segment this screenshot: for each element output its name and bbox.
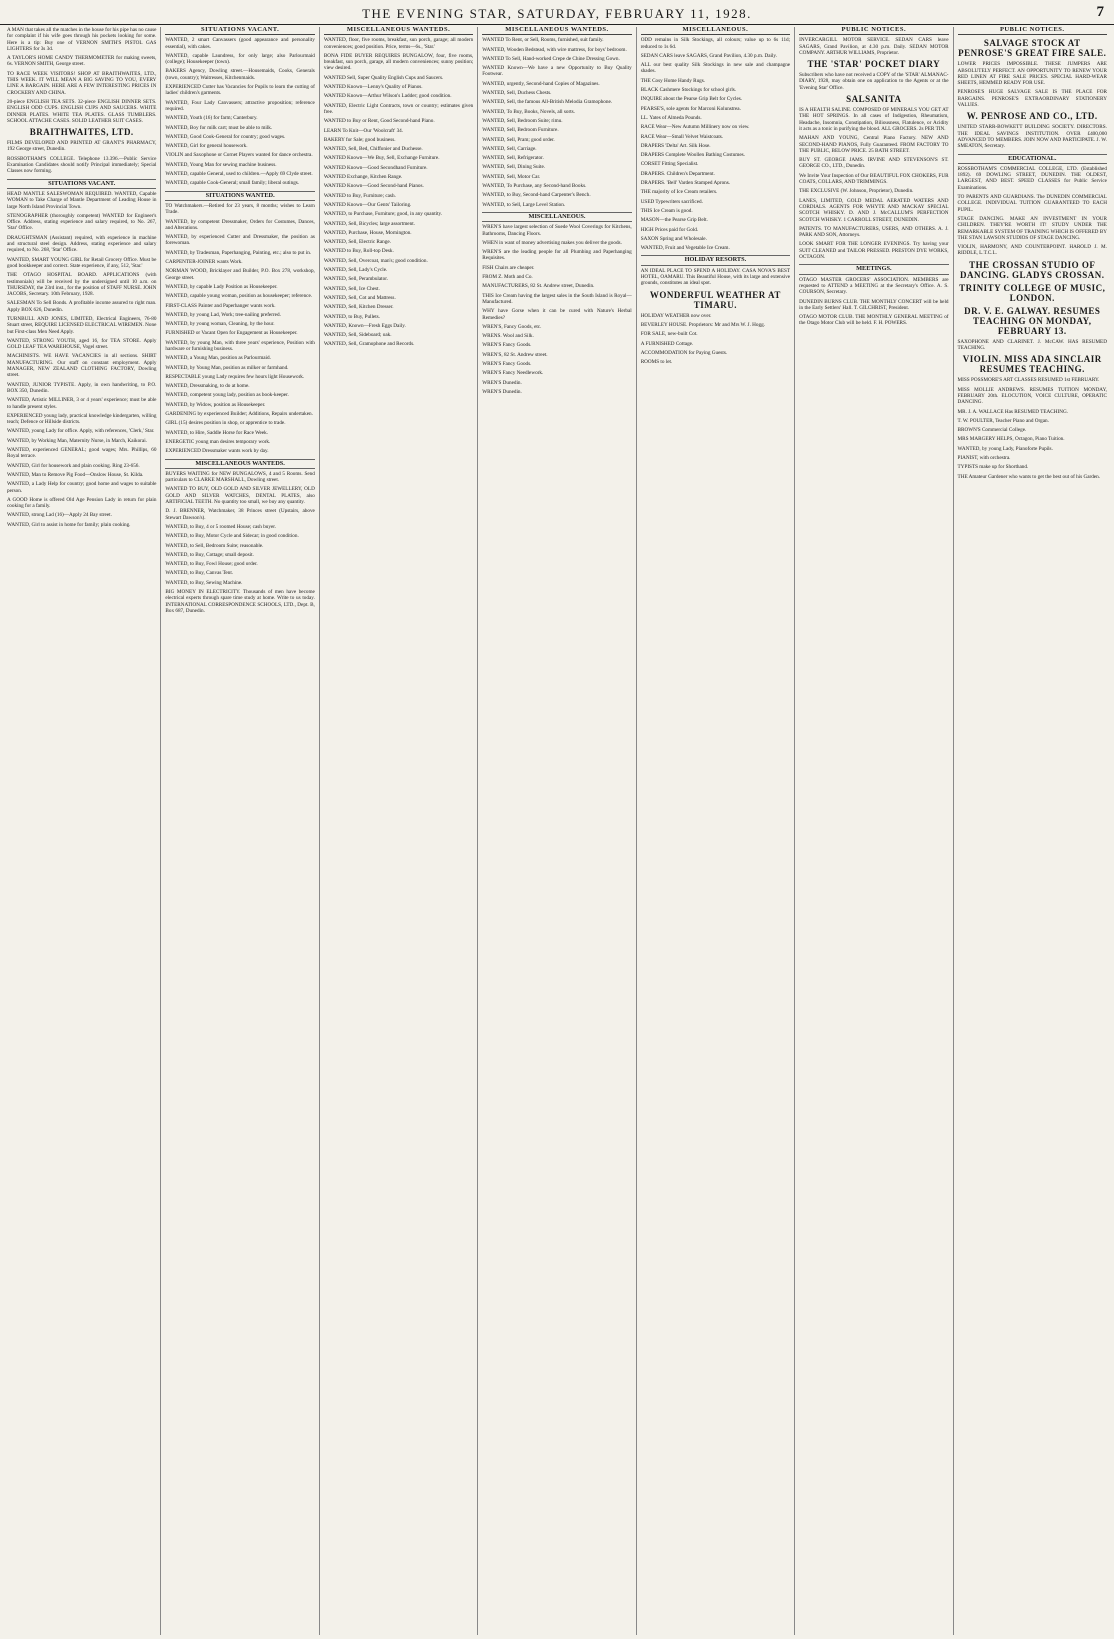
classified-ad: WREN'S have largest selection of Suede Wool Coverings for Kitchens, Bathrooms, Dancing Floors. (482, 224, 632, 237)
classified-ad: WANTED TO BUY, OLD GOLD AND SILVER JEWELLERY, OLD GOLD AND SILVER WATCHES, DENTAL PLATES, also ARTIFICIAL TEETH. No quantity too small, we buy any quantity. (165, 486, 315, 506)
classified-ad: TYPISTS make up for Shorthand. (957, 464, 1029, 471)
classified-ad: FURNISHED or Vacant Open for Engagement as Housekeeper. (165, 330, 298, 337)
classified-ad: WANTED, Sell, Pram; good order. (482, 136, 555, 143)
classified-ad: UNITED STARR-BOWKETT BUILDING SOCIETY. DIRECTORS. THE IDEAL SAVINGS INSTITUTION. OVER £400,000 ADVANCED TO MEMBERS. JOIN NOW AND PARTICIPATE. J. W. SMEATON, Secretary. (957, 124, 1107, 150)
classified-ad: WANTED, by young Lad, Work; tree-nailing preferred. (165, 311, 281, 318)
classified-ad: WANTED, Girl for general housework. (165, 143, 248, 150)
columns (3, 27, 1111, 1635)
classified-ad: WANTED, by competent Dressmaker, Orders for Costumes, Dances, and Alterations. (165, 218, 315, 231)
classified-ad: WANTED, to Buy, Cottage; small deposit. (165, 551, 254, 558)
classified-ad: LANES, LIMITED, GOLD MEDAL AERATED WATERS AND CORDIALS. AGENTS FOR WHYTE AND MACKAY SPECIAL SCOTCH WHISKY. D. AND J. McCALLUM'S PERFECTION SCOTCH WHISKY. 1 CARROLL STREET, DUNEDIN. (799, 197, 949, 223)
classified-ad: WANTED, a Lady Help for country; good home and wages to suitable person. (7, 481, 157, 494)
classified-ad: DRAPERS 'Delta' Art. Silk Hose. (640, 142, 711, 149)
classified-ad: WANTED to Buy, Roll-top Desk. (323, 248, 394, 255)
classified-ad: DRAPERS. Children's Department. (640, 170, 715, 177)
classified-ad: WANTED Known—Good Secondhand Furniture. (323, 164, 428, 171)
classified-ad: A TAYLOR'S HOME CANDY THERMOMETER for making sweets, 6s. VERNON SMITH, George street. (7, 55, 157, 68)
classified-ad: WANTED, Four Lady Canvassers; attractive proposition; reference required. (165, 99, 315, 112)
classified-ad: OTAGO MASTER GROCERS' ASSOCIATION. MEMBERS are requested to ATTEND a MEETING at the Secretary's Office. A. S. COURSON, Secretary. (799, 276, 949, 296)
classified-ad: WANTED, Sell, Gramophone and Records. (323, 341, 415, 348)
classified-ad: WANTED, Sell, the famous All-British Melodia Gramophone. (482, 99, 613, 106)
classified-ad: A FURNISHED Cottage. (640, 340, 694, 347)
classified-ad: LOWER PRICES IMPOSSIBLE. THESE JUMPERS ARE ABSOLUTELY PERFECT. AN OPPORTUNITY TO RENEW YOUR RED LINEN AT FIRE SALE PRICES. SPECIAL HARD-WEAR SHEETS, HEMMED READY FOR USE. (957, 61, 1107, 87)
classified-ad: WANTED, Sell, Carriage. (482, 145, 537, 152)
classified-ad: WANTED, to Buy, Motor Cycle and Sidecar; in good condition. (165, 533, 299, 540)
classified-ad: WREN'S, 82 St. Andrew street. (482, 351, 548, 358)
classified-ad: MRS MARGERY HELPS, Octagon, Piano Tuition. (957, 436, 1065, 443)
classified-ad: MISS POSSMORE'S ART CLASSES RESUMED 1st FEBRUARY. (957, 377, 1100, 384)
classified-ad: WREN'S Dunedin. (482, 388, 522, 395)
classified-ad: ROOMS to let. (640, 359, 673, 366)
classified-ad: We Invite Your Inspection of Our BEAUTIFUL FOX CHOKERS, FUR COATS, COLLARS, AND TRIMMINGS. (799, 172, 949, 186)
classified-ad: HEAD MANTLE SALESWOMAN REQUIRED. WANTED, Capable WOMAN to Take Charge of Mantle Department of Leading House in large North Island Provincial Town. (7, 190, 157, 210)
classified-ad: ALL our best quality Silk Stockings in new sale and champagne shades. (640, 62, 791, 75)
classified-ad: EXPERIENCED Cutter has Vacancies for Pupils to learn the cutting of ladies' children's garments. (165, 84, 315, 97)
page-number: 7 (1096, 4, 1104, 20)
classified-ad: OTAGO MOTOR CLUB. THE MONTHLY GENERAL MEETING of the Otago Motor Club will be held. F. H. POWERS. (799, 314, 949, 327)
classified-ad: T. W. POULTER, Teacher Piano and Organ. (957, 417, 1049, 424)
classified-ad: Subscribers who have not received a COPY of the 'STAR' ALMANAC-DIARY, 1928, may obtain one on application to the Agents or at the 'Evening Star' Office. (799, 72, 949, 91)
classified-ad: WANTED, to Purchase, Furniture; good, in any quantity. (323, 211, 443, 218)
classified-ad: WANTED, Sell, Motor Car. (482, 173, 541, 180)
classified-ad: TURNBULL AND JONES, LIMITED, Electrical Engineers, 76-80 Stuart street, REQUIRE LICENSED ELECTRICAL WIREMEN. None but First-class Men Need Apply. (7, 315, 157, 335)
classified-ad: BROWN'S Commercial College. (957, 427, 1027, 434)
classified-ad: D. J. BRENNER, Watchmaker, 38 Princes street (Upstairs, above Stewart Dawson's). (165, 508, 315, 521)
classified-ad: WANTED, young Lady for office. Apply, with references, 'Clerk,' Star. (7, 428, 155, 435)
classified-ad: VIOLIN and Saxophone or Cornet Players wanted for dance orchestra. (165, 152, 313, 159)
classified-ad: FISH Chairs are cheaper. (482, 264, 535, 271)
classified-ad: WANTED Known—Arthur Wilson's Ladder; good condition. (323, 93, 452, 100)
classified-ad: WANTED, Sell, Bedroom Suite; rimu. (482, 117, 563, 124)
classified-ad: CARPENTER-JOINER wants Work. (165, 259, 243, 266)
classified-ad: MANUFACTURERS, 82 St. Andrew street, Dunedin. (482, 283, 595, 290)
column-4 (478, 27, 636, 1635)
classified-ad: THE Cosy Home Handy Rugs. (640, 77, 706, 84)
classified-ad: CORSET Fitting Specialist. (640, 161, 699, 168)
classified-ad: WANTED, STRONG YOUTH, aged 16, for TEA STORE. Apply GOLD LEAF TEA WAREHOUSE, Vogel street. (7, 337, 157, 351)
classified-ad: WANTED, Sell, Lady's Cycle. (323, 267, 388, 274)
classified-ad: WANTED, JUNIOR TYPISTE. Apply, in own handwriting, to P.O. BOX 350, Dunedin. (7, 381, 157, 394)
classified-ad: LOOK SMART FOR THE LONGER EVENINGS. Try having your SUIT CLEANED and TAILOR PRESSED. PRESTON DYE WORKS, OCTAGON. (799, 241, 949, 261)
classified-ad: WREN'S Fancy Needlework. (482, 370, 544, 377)
classified-ad: WANTED, to Buy, Sewing Machine. (165, 579, 243, 586)
classified-ad: THIS Ice Cream having the largest sales in the South Island is Royal—Manufactured. (482, 292, 632, 305)
classified-ad: WANTED, Sell, Refrigerator. (482, 155, 544, 162)
classified-ad: WANTED Known—We have a new Opportunity to Buy Quality Footwear. (482, 65, 632, 78)
classified-ad: WREN'S Dunedin. (482, 379, 522, 386)
classified-ad: WANTED, by young Man, with three years' experience, Position with hardware or furnishing business. (165, 339, 315, 352)
classified-ad: STAGE DANCING. MAKE AN INVESTMENT IN YOUR CHILDREN. THEY'RE WORTH IT! STUDY UNDER THE REMARKABLE SYSTEM OF TRAINING WHICH IS OFFERED BY THE STAN LAWSON STUDIOS OF STAGE DANCING. (957, 215, 1107, 241)
classified-ad: WREN'S, Fancy Goods, etc. (482, 323, 542, 330)
classified-ad: WANTED, Purchase, House, Mornington. (323, 229, 412, 236)
classified-ad: WANTED, by Young Man, position as milker or farmhand. (165, 364, 289, 371)
classified-ad: WANTED, SMART YOUNG GIRL for Retail Grocery Office. Must be good bookkeeper and correct. State experience, if any, 512, 'Star.' (7, 256, 157, 269)
classified-ad: SAXOPHONE AND CLARINET. J. McCAW. HAS RESUMED TEACHING. (957, 338, 1107, 352)
section-heading: MISCELLANEOUS WANTEDS. (165, 459, 314, 469)
classified-ad: IS A HEALTH SALINE. COMPOSED OF MINERALS YOU GET AT THE HOT SPRINGS. In all cases of Indigestion, Rheumatism, Headache, Insomnia, Constipation, Biliousness, Flatulence, or Acidity it acts as a tonic in purifying the blood. ALL GROCERS. 2s PER TIN. (799, 107, 949, 132)
classified-ad: EXPERIENCED young lady, practical knowledge kindergarten, willing teach; Defence or Hillside districts. (7, 412, 157, 426)
classified-ad: ACCOMMODATION for Paying Guests. (640, 349, 728, 356)
classified-ad: LEARN To Knit—Our 'Woolcraft' 34. (323, 127, 404, 134)
classified-ad: DRAPERS Complete Woollen Bathing Costumes. (640, 152, 745, 159)
advert-headline: BRAITHWAITES, LTD. (29, 127, 134, 138)
classified-ad: WREN'S Fancy Goods. (482, 342, 532, 349)
classified-ad: THE OTAGO HOSPITAL BOARD. APPLICATIONS (with testimonials) will be received by the undersigned until 10 a.m. on THURSDAY, the 23rd inst., for the position of STAFF NURSE. JOHN JACOBS, Secretary. 10th February, 1928. (7, 272, 157, 298)
classified-ad: LL. Yates of Almeda Pounds. (640, 114, 702, 121)
classified-ad: 20-piece ENGLISH TEA SETS. 32-piece ENGLISH DINNER SETS. ENGLISH ODD CUPS. ENGLISH CUPS AND SAUCERS. WHITE DINNER PLATES. WHITE TEA PLATES. GLASS TUMBLERS. SCHOOL ATTACHE CASES. SOLID LEATHER SUIT CASES. (7, 98, 157, 124)
classified-ad: ENERGETIC young man desires temporary work. (165, 438, 271, 445)
classified-ad: WANTED, Girl to assist in home for family; plain cooking. (7, 521, 131, 528)
advert-headline: THE CROSSAN STUDIO OF DANCING. GLADYS CROSSAN. (959, 259, 1105, 280)
classified-ad: MAHAN AND YOUNG, Central Piano Factory. NEW AND SECOND-HAND PIANOS, Fully Guaranteed. FROM FACTORY TO THE PUBLIC, BELOW PRICE. 25 BATH STREET. (799, 135, 949, 154)
classified-ad: WANTED, Sell, Overcoat, man's; good condition. (323, 257, 428, 264)
classified-ad: WANTED, by experienced Cutter and Dressmaker, the position as forewoman. (165, 234, 315, 247)
classified-ad: EXPERIENCED Dressmaker wants work by day. (165, 448, 269, 455)
classified-ad: A GOOD Home is offered Old Age Pension Lady in return for plain cooking for a family. (7, 496, 157, 510)
classified-ad: WANTED, 2 smart Canvassers (good appearance and personality essential), with cakes. (165, 37, 315, 50)
classified-ad: PIANIST, with orchestra. (957, 454, 1011, 461)
classified-ad: WANTED, To Buy, Books, Novels, all sorts. (482, 108, 575, 115)
classified-ad: WANTED, Young Man for sewing machine business. (165, 161, 277, 168)
section-heading: MEETINGS. (799, 264, 948, 274)
classified-ad: MASON—the Pearse Grip Belt. (640, 217, 708, 224)
column-6 (795, 27, 953, 1635)
classified-ad: GIRL (15) desires position in shop, or apprentice to trade. (165, 420, 286, 427)
classified-ad: WANTED, Sell, Perambulator. (323, 276, 388, 283)
column-2 (161, 27, 319, 1635)
classified-ad: WANTED, Sell, Bed, Chiffonier and Duchesse. (323, 146, 423, 153)
classified-ad: BIG MONEY IN ELECTRICITY. Thousands of men have become electrical experts through spare time study at home. Write to us today. INTERNATIONAL CORRESPONDENCE SCHOOLS, LTD., Dept. B, Box 687, Dunedin. (165, 589, 315, 614)
classified-ad: WANTED, by Working Man, Maternity Nurse, in March, Kaikorai. (7, 437, 147, 444)
classified-ad: WANTED, Girl for housework and plain cooking. Ring 23-656. (7, 462, 140, 469)
classified-ad: WANTED, to Buy, Second-hand Carpenter's Bench. (482, 192, 591, 199)
classified-ad: WANTED Sell, Super Quality English Cups and Saucers. (323, 74, 444, 81)
section-heading: MISCELLANEOUS. (482, 212, 631, 222)
column-heading: MISCELLANEOUS WANTEDS. (324, 27, 473, 35)
classified-ad: BUY ST. GEORGE JAMS. IRVINE AND STEVENSON'S ST. GEORGE CO., LTD., Dunedin. (799, 157, 949, 170)
classified-ad: WANTED, Sell, Kitchen Dresser. (323, 304, 394, 311)
classified-ad: HIGH Prices paid for Gold. (640, 226, 699, 233)
classified-ad: WANTED, Sell, Duchess Chests. (482, 90, 552, 97)
classified-ad: BAKERY for Sale; good business. (323, 136, 396, 143)
classified-ad: WANTED, Artistic MILLINER, 3 or 4 years' experience; must be able to handle present styles. (7, 397, 157, 410)
classified-ad: WANTED, to Sell, Large Level Station. (482, 201, 566, 208)
classified-ad: WANTED, Fruit and Vegetable Ice Cream. (640, 245, 730, 252)
column-heading: MISCELLANEOUS. (641, 27, 790, 35)
classified-ad: WANTED, Dressmaking, to do at home. (165, 383, 250, 390)
classified-ad: WANTED, by Widow, position as Housekeeper. (165, 401, 266, 408)
classified-ad: WREN'S are the leading people for all Plumbing and Paperhanging Requisites. (482, 249, 632, 262)
classified-ad: WHEN in want of money advertising makes you deliver the goods. (482, 239, 622, 246)
classified-ad: DRAUGHTSMAN (Assistant) required, with experience in machine and structural steel design. Address, stating experience and salary required, to No. 268, 'Star' Office. (7, 234, 157, 254)
classified-ad: WANTED, to Hire, Saddle Horse for Race Week. (165, 429, 269, 436)
classified-ad: WANTED, Boy for milk cart; must be able to milk. (165, 124, 273, 131)
section-heading: HOLIDAY RESORTS. (641, 255, 790, 265)
classified-ad: ROSSBOTHAM'S COMMERCIAL COLLEGE, LTD. (Established 1892). 69 DOWLING STREET, DUNEDIN. THE OLDEST, LARGEST, AND BEST. SPEED CLASSES for Public Service Examinations. (957, 165, 1107, 191)
advert-headline: TRINITY COLLEGE OF MUSIC, LONDON. (959, 282, 1106, 303)
classified-ad: BONA FIDE BUYER REQUIRES BUNGALOW, four, five rooms, breakfast, sun porch, garage, all modern conveniences; sunny position; view desired. (323, 52, 474, 72)
classified-ad: WANTED, Electric Light Contracts, town or country; estimates given free. (323, 102, 474, 115)
column-heading: MISCELLANEOUS WANTEDS. (482, 27, 631, 35)
classified-ad: FROM Z. Moth and Co. (482, 274, 533, 281)
classified-ad: VIOLIN, HARMONY, AND COUNTERPOINT. HAROLD J. M. RIDDLE, L.T.C.L. (957, 244, 1107, 257)
column-1 (3, 27, 161, 1635)
classified-ad: THIS Ice Cream is good. (640, 207, 693, 214)
classified-ad: WANTED, competent young lady, position as book-keeper. (165, 392, 289, 399)
classified-ad: WANTED, strong Lad (16)—Apply 24 Bay street. (7, 512, 112, 519)
classified-ad: FOR SALE, new-built Cot. (640, 331, 698, 338)
classified-ad: WANTED, to Buy, Pullets. (323, 313, 380, 320)
advert-headline: SALVAGE STOCK AT PENROSE'S GREAT FIRE SALE. (958, 38, 1107, 59)
classified-ad: WANTED, Sell, Ice Chest. (323, 285, 380, 292)
classified-ad: WANTED, urgently, Second-hand Copies of Magazines. (482, 80, 600, 87)
advert-headline: VIOLIN. MISS ADA SINCLAIR RESUMES TEACHING. (962, 354, 1102, 375)
classified-ad: MACHINISTS. WE HAVE VACANCIES in all sections. SHIRT MANUFACTURING. Our staff on constant employment. Apply MANAGER, NEW ZEALAND CLOTHING FACTORY, Dowling street. (7, 353, 157, 379)
classified-ad: GARDENING by experienced Builder; Additions, Repairs undertaken. (165, 411, 313, 418)
advert-headline: THE 'STAR' POCKET DIARY (807, 59, 941, 70)
classified-ad: MISS MOLLIE ANDREWS. RESUMES TUITION MONDAY, FEBRUARY 20th. ELOCUTION, VOICE CULTURE, OPERATIC DANCING. (957, 386, 1107, 406)
classified-ad: WANTED, Sell, Cot and Mattress. (323, 294, 396, 301)
section-heading: SITUATIONS VACANT. (7, 179, 156, 189)
classified-ad: WANTED to Buy or Rent, Good Second-hand Piano. (323, 118, 435, 125)
classified-ad: TO PARENTS AND GUARDIANS. The DUNEDIN COMMERCIAL COLLEGE. INDIVIDUAL TUITION GUARANTEED TO EACH PUPIL. (957, 194, 1107, 213)
classified-ad: WREN'S Fancy Goods. (482, 360, 532, 367)
classified-ad: WANTED, To Purchase, any Second-hand Books. (482, 183, 587, 190)
classified-ad: WANTED, Youth (16) for farm; Canterbury. (165, 115, 258, 122)
classified-ad: RACE Wear—Small Velvet Waistcoats. (640, 133, 724, 140)
classified-ad: WANTED, by Tradesman, Paperhanging, Painting, etc.; also to put in. (165, 249, 312, 256)
masthead-title: THE EVENING STAR, SATURDAY, FEBRUARY 11, 1928. (362, 6, 752, 21)
classified-ad: BEVERLEY HOUSE. Proprietors: Mr and Mrs W. J. Hogg. (640, 321, 765, 328)
classified-ad: WANTED, capable young woman, position as housekeeper; reference. (165, 293, 313, 300)
classified-ad: WANTED, Sell, Bicycles; large assortment. (323, 220, 415, 227)
classified-ad: WANTED, Sell, Dining Suite. (482, 164, 546, 171)
classified-ad: WANTED, Good Cook-General for country; good wages. (165, 133, 286, 140)
classified-ad: INQUIRE about the Pearse Grip Belt for Cycles. (640, 96, 743, 103)
column-7 (954, 27, 1111, 1635)
classified-ad: WANTED Known—We Buy, Sell, Exchange Furniture. (323, 155, 440, 162)
classified-ad: SAXON Spring and Wholesale. (640, 235, 707, 242)
classified-ad: WANTED Exchange, Kitchen Range. (323, 174, 403, 181)
classified-ad: DUNEDIN BURNS CLUB. THE MONTHLY CONCERT will be held in the Early Settlers' Hall. T. GILCHRIST, President. (799, 298, 949, 311)
classified-ad: ROSSBOTHAM'S COLLEGE. Telephone 13.396.—Public Service Examination Candidates should notify Principal immediately; Special Classes now forming. (7, 155, 157, 175)
classified-ad: RESPECTABLE young Lady requires few hours light Housework. (165, 373, 305, 380)
classified-ad: WANTED Known—Good Second-hand Pianos. (323, 183, 424, 190)
section-heading: EDUCATIONAL. (958, 154, 1107, 164)
classified-ad: DRAPERS. 'Bell' Varden Stamped Aprons. (640, 180, 731, 187)
column-3 (320, 27, 478, 1635)
classified-ad: HOLIDAY WEATHER now over. (640, 312, 712, 319)
classified-ad: WANTED, capable General, used to children.—Apply 69 Clyde street. (165, 171, 313, 178)
classified-ad: NORMAN WOOD, Bricklayer and Builder, P.O. Box 278, workshop, George street. (165, 268, 315, 281)
column-5 (637, 27, 795, 1635)
classified-ad: WANTED, by capable Lady Position as Housekeeper. (165, 283, 278, 290)
classified-ad: USED Typewriters sacrificed. (640, 198, 703, 205)
classified-ad: WANTED, to Buy, Canvas Tent. (165, 570, 234, 577)
classified-ad: BAKERS Agency, Dowling street.—Housemaids, Cooks, Generals (town, country); Waitresses, Kitchenmaids. (165, 68, 315, 81)
classified-ad: WANTED, by young woman, Cleaning, by the hour. (165, 321, 275, 328)
classified-ad: PATENTS. TO MANUFACTURERS, USERS, AND OTHERS. A. J. PARK AND SON, Attorneys. (799, 225, 949, 239)
classified-ad: THE majority of Ice Cream retailers. (640, 189, 718, 196)
advert-headline: DR. V. E. GALWAY. RESUMES TEACHING ON MONDAY, FEBRUARY 13. (964, 305, 1101, 336)
classified-ad: WANTED, Man to Remove Pig Food—Onslow House, St. Kilda. (7, 471, 144, 478)
classified-ad: WANTED, Known—Fresh Eggs Daily. (323, 322, 406, 329)
classified-ad: TO Watchmakers.—Retired for 23 years, 8 months; wishes to Learn Trade. (165, 202, 315, 216)
classified-ad: WANTED, to Buy, 4 or 5 roomed House; cash buyer. (165, 523, 277, 530)
classified-ad: FILMS DEVELOPED AND PRINTED AT GRANT'S PHARMACY, 192 George street, Dunedin. (7, 140, 157, 153)
classified-ad: STENOGRAPHER (thoroughly competent) WANTED for Engineer's Office. Address, stating experience and salary required, to No. 267, 'Star' Office. (7, 212, 157, 232)
advert-headline: W. PENROSE AND CO., LTD. (966, 111, 1098, 122)
classified-ad: A MAN that takes all the matches in the house for his pipe has no cause for complaint if his wife goes through his pockets looking for some. Here is a tip: Buy one of VERNON SMITH'S PISTOL GAS LIGHTERS for 3s 3d. (7, 27, 157, 52)
classified-ad: ODD remains in Silk Stockings, all colours; value up to 6s 11d; reduced to 1s 6d. (640, 37, 791, 50)
classified-ad: WANTED Known—Lenny's Quality of Pianos. (323, 84, 423, 91)
classified-ad: THE EXCLUSIVE (W. Johnson, Proprietor), Dunedin. (799, 188, 914, 195)
classified-ad: WANTED Known—Our Gents' Tailoring. (323, 201, 412, 208)
classified-ad: WANTED, a Young Man, position as Parlourmaid. (165, 355, 271, 362)
classified-ad: FIRST-CLASS Painter and Paperhanger wants work. (165, 302, 276, 309)
classified-ad: WANTED To Sell, Hand-worked Crepe de Chine Dressing Gown. (482, 55, 620, 62)
classified-ad: WANTED, experienced GENERAL; good wages; Mrs. Phillips, 60 Royal terrace. (7, 447, 157, 460)
classified-ad: WANTED, Sell, Sideboard; oak. (323, 332, 392, 339)
classified-ad: WHY have Gorse when it can be cured with Nature's Herbal Remedies? (482, 308, 632, 321)
classified-ad: WANTED, Sell, Bedroom Furniture. (482, 127, 559, 134)
classified-ad: BLACK Cashmere Stockings for school girls. (640, 87, 737, 94)
masthead (0, 2, 1114, 25)
classified-ad: WANTED, floor, five rooms, breakfast, sun porch, garage; all modern conveniences; good position. Price, terms—6s., 'Star.' (323, 37, 474, 50)
classified-ad: WANTED, capable Laundress, for only large; also Parlourmaid (college); Housekeeper (town). (165, 52, 315, 66)
classified-ad: TO RACE WEEK VISITORS! SHOP AT BRAITHWAITES, LTD., THIS WEEK. IT WILL MEAN A BIG SAVING TO YOU, EVERY LINE A BARGAIN. HERE ARE A FEW INTERESTING PRICES IN CROCKERY AND CHINA. (7, 70, 157, 96)
classified-ad: WANTED To Rent, or Sell, Rooms, furnished, suit family. (482, 37, 604, 44)
column-heading: PUBLIC NOTICES. (958, 27, 1107, 35)
classified-ad: SALESMAN To Sell Bonds. A profitable income assured to right man. Apply BOX 626, Dunedin. (7, 300, 157, 313)
column-heading: PUBLIC NOTICES. (799, 27, 948, 35)
classified-ad: WANTED, Sell, Electric Range. (323, 239, 391, 246)
classified-ad: INVERCARGILL MOTOR SERVICE. SEDAN CARS leave SAGARS, Grand Pavilion, at 4.30 p.m. Daily. SEDAN MOTOR COMPANY. ARTHUR WILLIAMS, Proprietor. (799, 37, 949, 56)
classified-ad: WANTED, to Sell, Bedroom Suite; reasonable. (165, 542, 264, 549)
classified-ad: WANTED, Wooden Bedstead, with wire mattress, for boys' bedroom. (482, 46, 627, 53)
classified-ad: WANTED, to Buy, Fowl House; good order. (165, 561, 258, 568)
classified-ad: PEARSE'S, sole agents for Marconi Kolunstrea. (640, 105, 741, 112)
classified-ad: WANTED to Buy, Furniture; cash. (323, 192, 396, 199)
classified-ad: MR. J. A. WALLACE Has RESUMED TEACHING. (957, 408, 1069, 415)
classified-ad: WANTED, by young Lady, Pianoforte Pupils. (957, 445, 1053, 452)
classified-ad: WRENS. Wool and Silk. (482, 333, 534, 340)
advert-headline: SALSANITA (846, 94, 902, 105)
classified-ad: SEDAN CARS leave SAGARS, Grand Pavilion, 4.30 p.m. Daily. (640, 52, 777, 59)
classified-ad: BUYERS WAITING for NEW BUNGALOWS, 4 and 5 Rooms. Send particulars to CLARKE MARSHALL, Dowling street. (165, 470, 315, 484)
classified-ad: RACE Wear—New Autumn Millinery now on view. (640, 124, 750, 131)
classified-ad: PENROSE'S HUGE SALVAGE SALE IS THE PLACE FOR BARGAINS. PENROSE'S EXTRAORDINARY STATIONERY VALUES. (957, 89, 1107, 109)
classified-ad: WANTED, capable Cook-General; small family; liberal outings. (165, 180, 300, 187)
classified-ad: THE Amateur Gardener who wants to get the best out of his Garden. (957, 473, 1101, 480)
advert-headline: WONDERFUL WEATHER AT TIMARU. (649, 289, 781, 310)
classified-ad: AN IDEAL PLACE TO SPEND A HOLIDAY. CASA NOVA'S BEST HOTEL, OAMARU. This Beautiful House, with its large and extensive grounds, constitutes an ideal spot. (640, 267, 791, 287)
column-heading: SITUATIONS VACANT. (165, 27, 314, 35)
section-heading: SITUATIONS WANTED. (165, 191, 314, 201)
